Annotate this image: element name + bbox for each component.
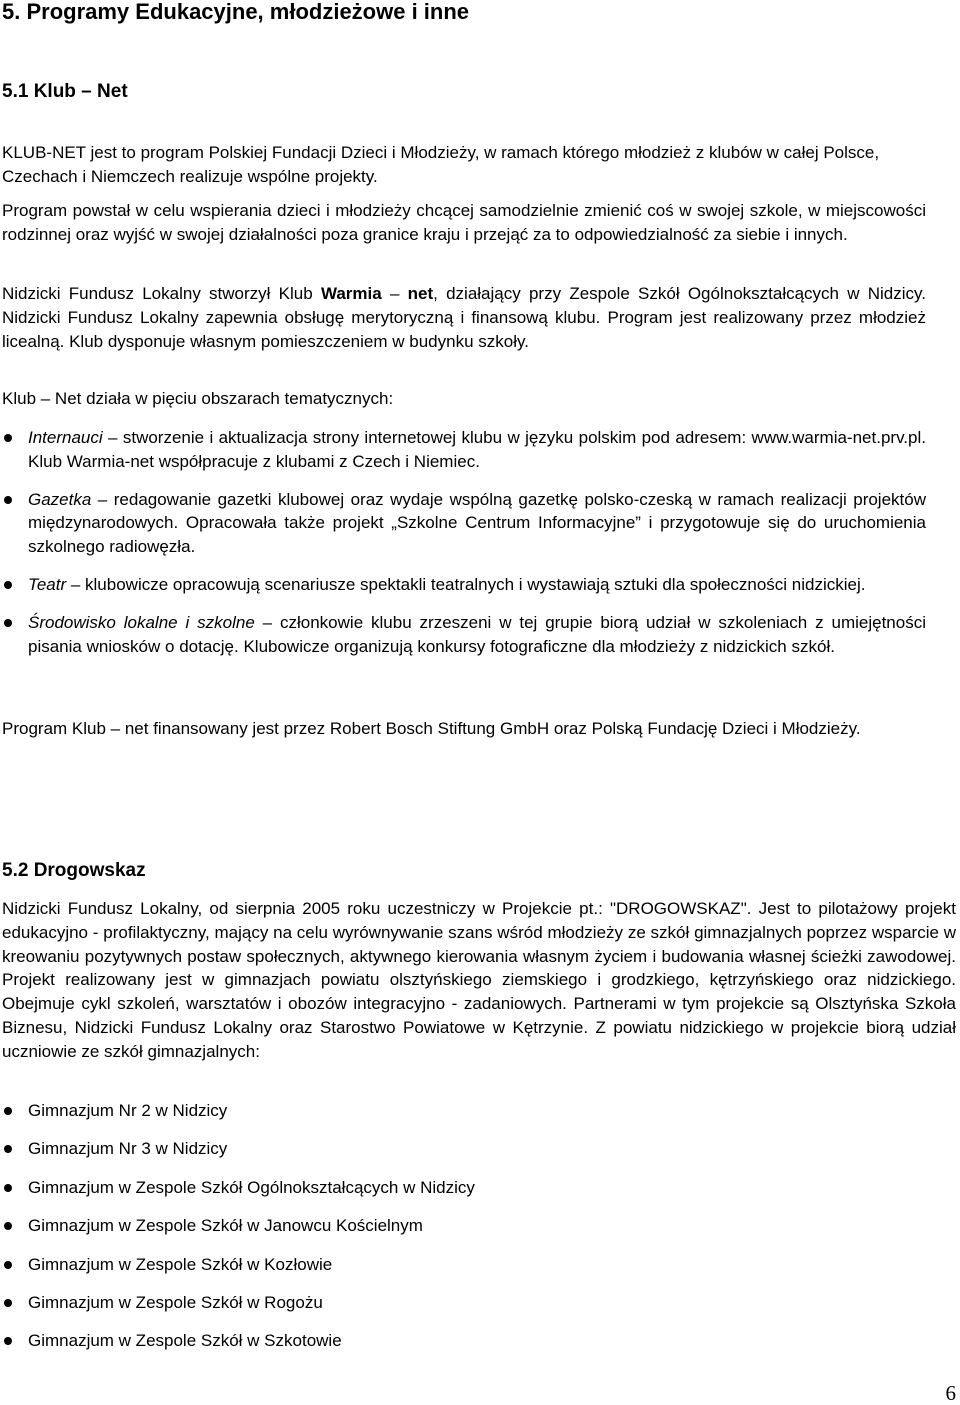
founding-text-end: , działający przy Zespole Szkół Ogólnokształcących w Nidzicy. Nidzicki Fundusz Lokalny zapewnia obsługę merytoryczną i finansową klubu. Program jest realizowany przez młodzież licealną. Klub dysponuje własnym pomieszczeniem w budynku szkoły.: [2, 284, 926, 351]
area-name: Środowisko lokalne i szkolne: [28, 612, 255, 632]
list-item: [0, 611, 926, 659]
area-description: – członkowie klubu zrzeszeni w tej grupie biorą udział w szkoleniach z umiejętności pisania wniosków o dotację. Klubowicze organizują konkursy fotograficzne dla młodzieży z nidzickich szkół.: [28, 612, 926, 656]
area-name: Gazetka: [28, 489, 92, 509]
area-description: – stworzenie i aktualizacja strony internetowej klubu w języku polskim pod adresem: www.warmia-net.prv.pl. Klub Warmia-net współpracuje z klubami z Czech i Niemiec.: [28, 428, 926, 471]
drogowskaz-body: Nidzicki Fundusz Lokalny, od sierpnia 2005 roku uczestniczy w Projekcie pt.: "DROGOWSKAZ". Jest to pilotażowy projekt edukacyjno - profilaktyczny, mający na celu wyrównywanie szans wśród młodzieży ze szkół gimnazjalnych poprzez wsparcie w kreowaniu pozytywnych postaw społecznych, aktywnego kierowania własnym życiem i budowania własnej ścieżki zawodowej. Projekt realizowany jest w gimnazjach powiatu olsztyńskiego ziemskiego i grodzkiego, kętrzyńskiego oraz nidzickiego. Obejmuje cykl szkoleń, warsztatów i obozów integracyjno - zadaniowych. Partnerami w tym projekcie są Olsztyńska Szkoła Biznesu, Nidzicki Fundusz Lokalny oraz Starostwo Powiatowe w Kętrzynie. Z powiatu nidzickiego w projekcie biorą udział uczniowie ze szkół gimnazjalnych:: [2, 899, 956, 1061]
list-item: Gimnazjum w Zespole Szkół w Rogożu: [0, 1291, 926, 1315]
list-item: Gimnazjum w Zespole Szkół w Janowcu Kościelnym: [0, 1214, 926, 1238]
klub-net-funding: Program Klub – net finansowany jest przez Robert Bosch Stiftung GmbH oraz Polską Fundację Dzieci i Młodzieży.: [2, 719, 861, 738]
areas-intro: Klub – Net działa w pięciu obszarach tematycznych:: [2, 389, 394, 408]
subsection-heading-drogowskaz: 5.2 Drogowskaz: [2, 860, 146, 881]
club-name-warmia: Warmia: [320, 284, 382, 303]
founding-dash: –: [381, 284, 408, 303]
list-item: Gimnazjum w Zespole Szkół Ogólnokształcących w Nidzicy: [0, 1176, 926, 1200]
page-number: 6: [945, 1381, 956, 1405]
list-item: Gimnazjum w Zespole Szkół w Szkotowie: [0, 1329, 926, 1353]
klub-net-intro: KLUB-NET jest to program Polskiej Fundacji Dzieci i Młodzieży, w ramach którego młodzież z klubów w całej Polsce, Czechach i Niemczech realizuje wspólne projekty.: [2, 143, 880, 186]
club-name-net: net: [407, 284, 434, 303]
area-name: Teatr: [28, 574, 67, 594]
founding-text-start: Nidzicki Fundusz Lokalny stworzył Klub: [2, 284, 321, 303]
section-title: 5. Programy Edukacyjne, młodzieżowe i inne: [2, 0, 470, 24]
area-description: – klubowicze opracowują scenariusze spektakli teatralnych i wystawiają sztuki dla społeczności nidzickiej.: [66, 574, 866, 594]
thematic-areas-list: [0, 426, 926, 672]
list-item: Gimnazjum w Zespole Szkół w Kozłowie: [0, 1253, 926, 1277]
subsection-heading-klub-net: 5.1 Klub – Net: [2, 81, 128, 102]
list-item: [0, 488, 926, 559]
area-name: Internauci: [28, 428, 103, 447]
list-item: Gimnazjum Nr 3 w Nidzicy: [0, 1137, 926, 1161]
list-item: Gimnazjum Nr 2 w Nidzicy: [0, 1099, 926, 1123]
schools-list: [0, 1099, 926, 1368]
area-description: – redagowanie gazetki klubowej oraz wydaje wspólną gazetkę polsko-czeską w ramach realizacji projektów międzynarodowych. Opracowała także projekt „Szkolne Centrum Informacyjne” i przygotowuje się do uruchomienia szkolnego radiowęzła.: [28, 489, 926, 557]
klub-net-purpose: Program powstał w celu wspierania dzieci i młodzieży chcącej samodzielnie zmienić coś w swojej szkole, w miejscowości rodzinnej oraz wyjść w swojej działalności poza granice kraju i przejąć za to odpowiedzialność za siebie i innych.: [2, 201, 926, 244]
list-item: [0, 426, 926, 474]
list-item: [0, 573, 926, 597]
klub-net-founding: [2, 282, 926, 353]
